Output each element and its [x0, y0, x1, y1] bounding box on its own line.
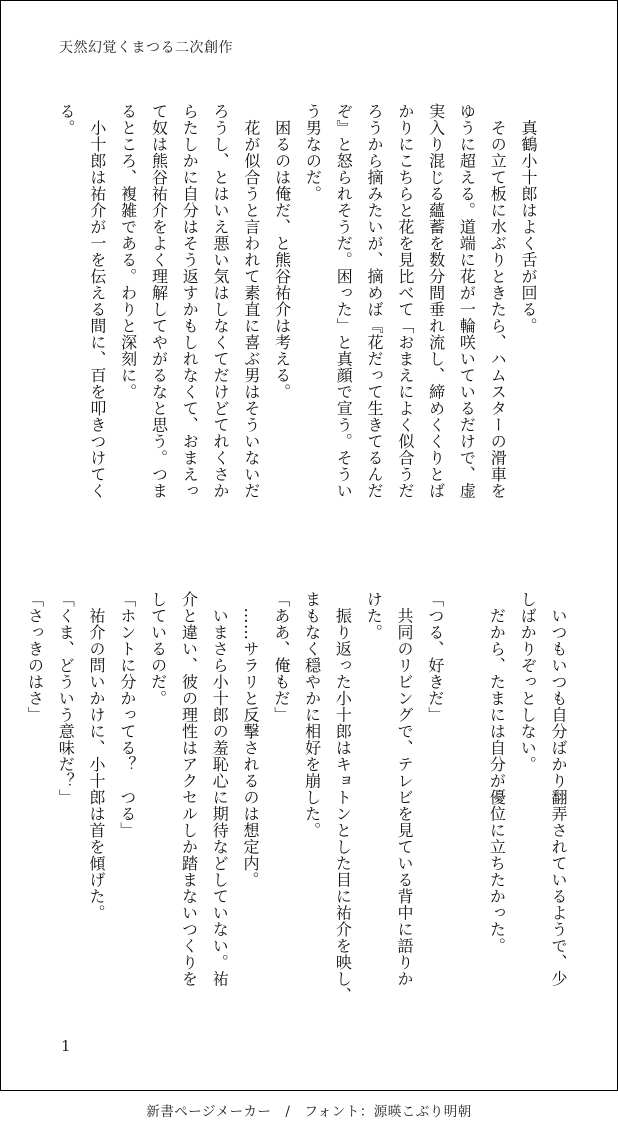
text-line: ……サラリと反撃されるのは想定内。	[241, 591, 261, 888]
text-line: いつもいつも自分ばかり翻弄されているようで、少	[549, 591, 568, 987]
text-line: かりにこちらと花を見比べて「おまえによく似合うだ	[395, 103, 415, 499]
text-line: その立て板に水ぶりときたら、ハムスターの滑車を	[488, 103, 508, 499]
text-line: だから、たまには自分が優位に立ちたかった。	[487, 591, 507, 954]
text-line: 実入り混じる蘊蓄を数分間垂れ流し、締めくくりとば	[426, 103, 446, 499]
text-line: いまさら小十郎の羞恥心に期待などしていない。祐	[210, 591, 230, 987]
text-line: 「ホントに分かってる？ つる」	[117, 591, 137, 839]
text-line: て奴は熊谷祐介をよく理解してやがるなと思う。つま	[149, 103, 169, 499]
text-line: ろうし、とはいえ悪い気はしなくてだけどてれくさか	[211, 103, 231, 499]
text-line: ぞ』と怒られそうだ。困った」と真顔で宣う。そうい	[334, 103, 354, 499]
text-line: 共同のリビングで、テレビを見ている背中に語りか	[395, 591, 415, 987]
text-line: 振り返った小十郎はキョトンとした目に祐介を映し、	[333, 591, 353, 1004]
text-line: う男なのだ。	[303, 103, 323, 202]
text-line: 困るのは俺だ、と熊谷祐介は考える。	[272, 103, 292, 400]
text-line: るところ、複雑である。わりと深刻に。	[118, 103, 138, 400]
footer-credit: 新書ページメーカー / フォント：源暎こぶり明朝	[146, 1104, 472, 1120]
text-line: 花が似合うと言われて素直に喜ぶ男はそういないだ	[241, 103, 261, 499]
text-line: しているのだ。	[148, 591, 168, 707]
page-header-title: 天然幻覚くまつる二次創作	[59, 40, 233, 56]
text-line: 「ああ、俺もだ」	[271, 591, 291, 723]
text-line: 「さっきのはさ」	[25, 591, 45, 723]
page-number: 1	[61, 1037, 71, 1055]
text-line: 「くま、どういう意味だ？」	[56, 591, 76, 806]
text-line: 「つる、好きだ」	[425, 591, 445, 723]
text-line: 介と違い、彼の理性はアクセルしか踏まないつくりを	[179, 591, 199, 987]
text-block-bottom	[25, 591, 573, 1021]
text-line: 祐介の問いかけに、小十郎は首を傾げた。	[87, 591, 107, 921]
text-line: 真鶴小十郎はよく舌が回る。	[519, 103, 538, 334]
text-line: しばかりぞっとしない。	[518, 591, 538, 773]
text-line: まもなく穏やかに相好を崩した。	[302, 591, 322, 839]
text-line: けた。	[364, 591, 384, 641]
text-line: ゆうに超える。道端に花が一輪咲いているだけで、虚	[457, 103, 477, 499]
text-line: ろうから摘みたいが、摘めば『花だって生きてるんだ	[365, 103, 385, 499]
text-block-top	[53, 103, 543, 533]
blank-line	[450, 591, 481, 1021]
text-line: らたしかに自分はそう返すかもしれなくて、おまえっ	[180, 103, 200, 499]
text-line: 小十郎は祐介が一を伝える間に、百を叩きつけてく	[87, 103, 107, 499]
text-line: る。	[57, 103, 77, 136]
